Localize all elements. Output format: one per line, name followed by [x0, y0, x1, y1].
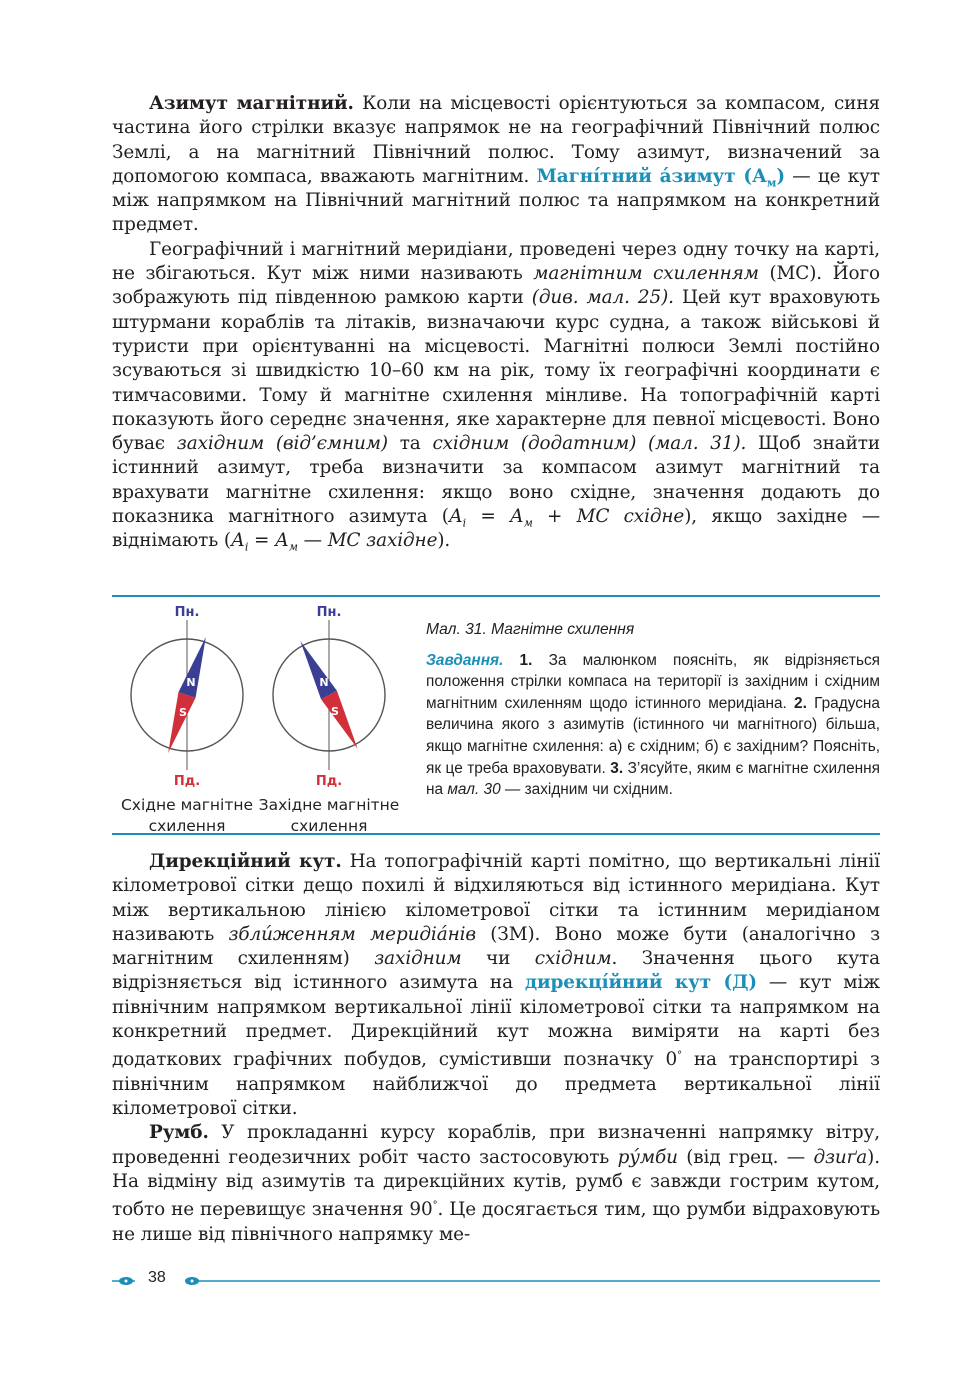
caption-east: Східне магнітне схилення	[120, 796, 254, 835]
figure-31	[112, 595, 880, 835]
term-magnetic-azimuth: Магні́тний а́зимут $(А_м)$	[536, 165, 785, 190]
page-number: 38	[148, 1269, 166, 1286]
page-footer	[112, 1268, 880, 1294]
north-label: Пн.	[174, 605, 200, 620]
term-grid-angle: дирекці́йний кут (Д)	[524, 972, 757, 994]
compass-east-icon	[112, 620, 262, 770]
compass-west	[254, 605, 404, 837]
formula-west: $А_і = А_м$ — МС західне	[231, 530, 438, 555]
heading-rhumb: Румб.	[149, 1122, 209, 1144]
caption-west: Західне магнітне схилення	[258, 796, 400, 835]
footer-ornament-icon	[112, 1268, 880, 1294]
needle-south-letter: S	[179, 706, 187, 719]
compass-east	[112, 605, 262, 837]
task-label: Завдання.	[426, 651, 504, 669]
needle-north-letter: N	[319, 676, 329, 689]
heading-magnetic-azimuth: Азимут магнітний.	[149, 93, 354, 114]
paragraph-rhumb: Румб. У прокладанні курсу кораблів, при визначенні напрямку вітру, проведенні геодезичних робіт часто застосовують ру́мби (від грец. — дзиґа). На відміну від азимутів та дирекційних кутів, румб є завжди гострим кутом, тобто не перевищує значення 90°. Це досягається тим, що румби відраховують не лише від північного напрямку ме-	[112, 1122, 881, 1245]
heading-grid-angle: Дирекційний кут.	[149, 851, 342, 872]
compass-west-icon	[254, 620, 404, 770]
paragraph-grid-angle: Дирекційний кут. На топографічній карті помітно, що вертикальні лінії кілометрової сітки дещо похилі й відхиляються від істинного меридіана. Кут між вертикальною лінією кілометрової сітки та істинним меридіаном називають зблúженням меридіáнів (ЗМ). Воно може бути (аналогічно з магнітним схиленням) західним чи східним. Значення цього кута відрізняється від істинного азимута на дирекці́йний кут (Д) — кут між північним напрямком вертикальної лінії кілометрової сітки та напрямком на конкретний предмет. Дирекційний кут можна виміряти на карті без додаткових графічних побудов, сумістивши позначку 0° на транспортирі з північним напрямком найближчої до предмета вертикальної лінії кілометрової сітки.	[112, 851, 880, 1120]
north-label: Пн.	[316, 605, 342, 620]
formula-east: $А_і = А_м$ + МС східне	[448, 506, 685, 530]
paragraph-magnetic-azimuth: Азимут магнітний. Коли на місцевості орієнтуються за компасом, синя частина його стрілки вказує напрямок не на географічний Північний полюс Землі, а на магнітний Північний полюс. Тому азимут, визначений за допомогою компаса, вважають магнітним. Магні́тний а́зимут $(А_м)$ — це кут між напрямком на Північний магнітний полюс та напрямком на конкретний предмет.	[112, 93, 880, 236]
figure-task: Завдання. 1. За малюнком поясніть, як відрізняється положення стрілки компаса на території із західним і східним магнітним схиленням щодо істинного меридіана. 2. Градусна величина якого з азимутів (істинного чи магнітного) більша, якщо магнітне схилення: а) є східним; б) є західним? Поясніть, як це треба враховувати. 3. З’ясуйте, яким є магнітне схилення на мал. 30 — західним чи східним.	[426, 651, 880, 799]
south-label: Пд.	[315, 774, 343, 789]
needle-north-letter: N	[186, 676, 196, 689]
paragraph-magnetic-declination: Географічний і магнітний меридіани, проведені через одну точку на карті, не збігаються. Кут між ними називають магнітним схиленням (МС). Його зображують під південною рамкою карти (див. мал. 25). Цей кут враховують штурмани кораблів та літаків, визначаючи курс судна, а також військові й туристи при орієнтуванні на місцевості. Магнітні полюси Землі постійно зсуваються зі швидкістю 10–60 км на рік, тому їх географічні координати є тимчасовими. Тому й магнітне схилення мінливе. На топографічній карті показують його середнє значення, яке характерне для певної місцевості. Воно буває західним (від’ємним) та східним (додатним) (мал. 31). Щоб знайти істинний азимут, треба визначити за компасом азимут магнітний та врахувати магнітне схилення: якщо воно східне, значення додають до показника магнітного азимута ($А_і = А_м$ + МС східне), якщо західне — віднімають ($А_і = А_м$ — МС західне).	[112, 238, 881, 555]
figure-caption	[426, 619, 880, 801]
needle-south-letter: S	[331, 705, 339, 718]
text-column	[112, 92, 880, 554]
text-column-lower	[112, 850, 880, 1247]
south-label: Пд.	[173, 774, 201, 789]
figure-title: Мал. 31. Магнітне схилення	[426, 621, 635, 638]
